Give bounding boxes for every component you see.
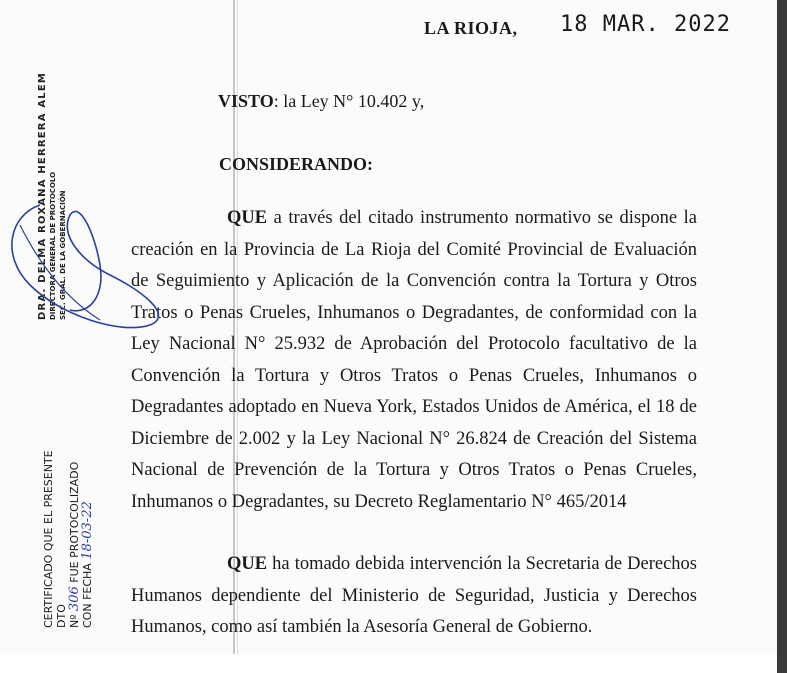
certificate-date-prefix: CON FECHA [81,563,94,628]
visto-label: VISTO [218,91,274,111]
date-stamp: 18 MAR. 2022 [560,12,731,37]
certificate-number: 306 [67,586,82,612]
visto-line [218,91,424,112]
paragraph-2-text: ha tomado debida intervención la Secretaria de Derechos Humanos dependiente del Ministerio de Seguridad, Justicia y Derechos Humanos, como así también la Asesoría General de Gobierno. [131,554,697,637]
certificate-line-3 [81,438,94,628]
official-office: SEC. GRAL. DE LA GOBERNACIÓN [59,190,67,320]
official-title: DIRECTORA GENERAL DE PROTOCOLO [49,171,57,320]
certificate-line-1: CERTIFICADO QUE EL PRESENTE DTO [42,450,68,628]
scan-bottom-margin [0,654,787,673]
considerando-heading: CONSIDERANDO: [219,154,374,174]
scan-right-edge [777,0,787,673]
certificate-number-prefix: Nº [68,614,81,628]
place-label: LA RIOJA, [424,18,518,38]
paragraph-2 [131,549,697,644]
official-name: DRA. DELMA ROXANA HERRERA ALEM [37,71,48,320]
certificate-line-2-suffix: FUE PROTOCOLIZADO [68,461,81,583]
paragraph-1 [131,203,697,518]
paragraph-2-lead: QUE [227,554,268,574]
certificate-stamp [42,438,94,628]
paragraph-1-text: a través del citado instrumento normativo se dispone la creación en la Provincia de La Rioja del Comité Provincial de Evaluación de Seguimiento y Aplicación de la Convención contra la Tortura y Otros Tratos o Penas Crueles, Inhumanos o Degradantes, de conformidad con la Ley Nacional N° 25.932 de Aprobación del Protocolo facultativo de la Convención la Tortura y Otros Tratos o Penas Crueles, Inhumanos o Degradantes adoptado en Nueva York, Estados Unidos de América, el 18 de Diciembre de 2.002 y la Ley Nacional N° 26.824 de Creación del Sistema Nacional de Prevención de la Tortura y Otros Tratos o Penas Crueles, Inhumanos o Degradantes, su Decreto Reglamentario N° 465/2014 [131,208,697,512]
visto-text: : la Ley N° 10.402 y, [273,91,425,111]
signature-icon [0,195,210,355]
certificate-date: 18-03-22 [80,501,95,560]
paragraph-1-lead: QUE [227,208,268,228]
